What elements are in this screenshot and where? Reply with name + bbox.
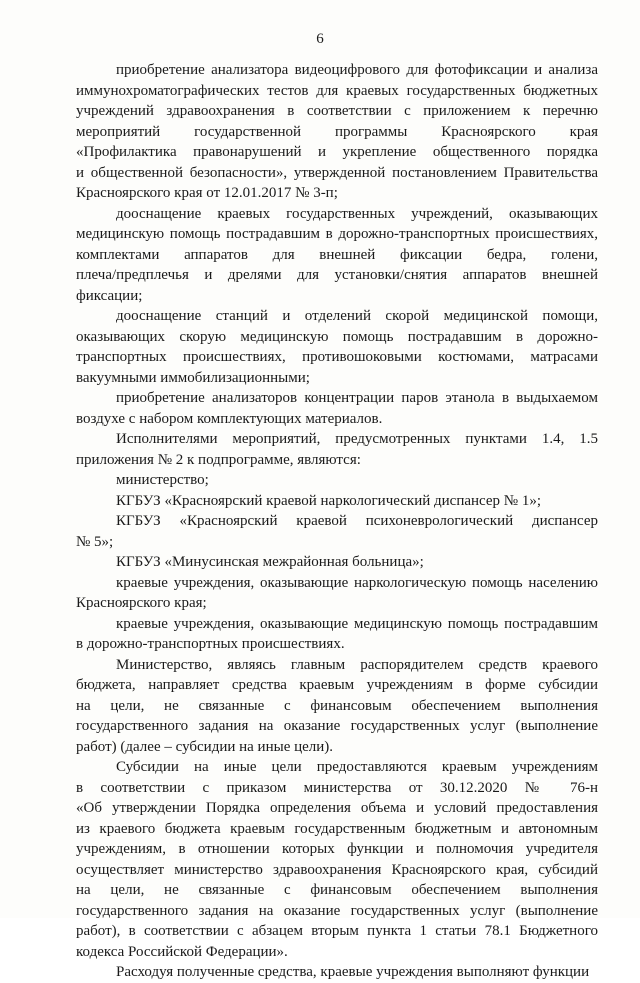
text-line: приложения № 2 к подпрограмме, являются: bbox=[76, 451, 361, 468]
paragraph bbox=[76, 757, 598, 962]
text-line: бюджета, направляет средства краевым учреждениям в форме субсидии bbox=[76, 677, 598, 693]
paragraph bbox=[76, 962, 598, 983]
paragraph bbox=[76, 306, 598, 388]
paragraph bbox=[76, 552, 598, 573]
text-line: кодекса Российской Федерации». bbox=[76, 943, 288, 960]
text-line: плеча/предплечья и дрелями для установки/снятия аппаратов внешней bbox=[76, 267, 598, 283]
text-line: краевые учреждения, оказывающие медицинскую помощь пострадавшим bbox=[116, 615, 598, 632]
text-line: учреждений здравоохранения в соответствии с приложением к перечню bbox=[76, 103, 598, 119]
text-line: Министерство, являясь главным распорядителем средств краевого bbox=[116, 656, 598, 673]
text-line: краевые учреждения, оказывающие наркологическую помощь населению bbox=[116, 574, 598, 591]
text-line: дооснащение краевых государственных учреждений, оказывающих bbox=[116, 205, 598, 222]
text-line: Субсидии на иные цели предоставляются краевым учреждениям bbox=[116, 759, 598, 775]
paragraph bbox=[76, 388, 598, 429]
paragraph bbox=[76, 60, 598, 204]
text-line: работ) (далее – субсидии на иные цели). bbox=[76, 738, 334, 755]
text-line: государственного задания на оказание государственных услуг (выполнение bbox=[76, 902, 598, 919]
text-line: дооснащение станций и отделений скорой медицинской помощи, bbox=[116, 308, 598, 324]
text-line: Красноярского края; bbox=[76, 595, 207, 611]
text-line: мероприятий государственной программы Красноярского края bbox=[76, 123, 598, 140]
text-line: «Профилактика правонарушений и укрепление общественного порядка bbox=[76, 144, 598, 160]
page-number: 6 bbox=[316, 31, 324, 47]
text-line: оказывающих скорую медицинскую помощь пострадавшим в дорожно- bbox=[76, 328, 598, 345]
text-line: в соответствии с приказом министерства от 30.12.2020 № 76-н bbox=[76, 779, 598, 796]
text-line: министерство; bbox=[116, 472, 209, 488]
text-line: воздухе с набором комплектующих материалов. bbox=[76, 410, 383, 427]
text-line: КГБУЗ «Красноярский краевой наркологический диспансер № 1»; bbox=[116, 492, 542, 509]
paragraph bbox=[76, 614, 598, 655]
text-line: транспортных происшествиях, противошоковыми костюмами, матрасами bbox=[76, 349, 598, 365]
text-line: из краевого бюджета краевым государственным бюджетным и автономным bbox=[76, 820, 598, 837]
text-line: приобретение анализаторов концентрации паров этанола в выдыхаемом bbox=[116, 390, 598, 406]
document-body bbox=[76, 60, 598, 983]
paragraph bbox=[76, 655, 598, 758]
text-line: комплектами аппаратов для внешней фиксации бедра, голени, bbox=[76, 246, 598, 263]
paragraph bbox=[76, 429, 598, 470]
text-line: приобретение анализатора видеоцифрового для фотофиксации и анализа bbox=[116, 62, 598, 78]
text-line: осуществляет министерство здравоохранения Красноярского края, субсидий bbox=[76, 861, 598, 878]
paragraph bbox=[76, 511, 598, 552]
text-line: учреждениям, в отношении которых функции и полномочия учредителя bbox=[76, 841, 598, 857]
text-line: «Об утверждении Порядка определения объема и условий предоставления bbox=[76, 800, 598, 816]
text-line: Красноярского края от 12.01.2017 № 3-п; bbox=[76, 185, 338, 201]
text-line: КГБУЗ «Красноярский краевой психоневрологический диспансер bbox=[116, 513, 598, 529]
text-line: иммунохроматографических тестов для краевых государственных бюджетных bbox=[76, 82, 598, 99]
text-line: работ), в соответствии с абзацем вторым пункта 1 статьи 78.1 Бюджетного bbox=[76, 923, 598, 939]
text-line: государственного задания на оказание государственных услуг (выполнение bbox=[76, 718, 598, 734]
paragraph bbox=[76, 204, 598, 307]
text-line: Исполнителями мероприятий, предусмотренных пунктами 1.4, 1.5 bbox=[116, 431, 598, 447]
text-line: на цели, не связанные с финансовым обеспечением выполнения bbox=[76, 882, 598, 898]
paragraph bbox=[76, 491, 598, 512]
text-line: фиксации; bbox=[76, 287, 143, 304]
text-line: медицинскую помощь пострадавшим в дорожно-транспортных происшествиях, bbox=[76, 226, 598, 242]
text-line: на цели, не связанные с финансовым обеспечением выполнения bbox=[76, 697, 598, 714]
text-line: в дорожно-транспортных происшествиях. bbox=[76, 636, 345, 652]
paragraph bbox=[76, 470, 598, 491]
text-line: Расходуя полученные средства, краевые учреждения выполняют функции bbox=[116, 964, 590, 980]
paragraph bbox=[76, 573, 598, 614]
text-line: № 5»; bbox=[76, 533, 114, 550]
text-line: КГБУЗ «Минусинская межрайонная больница»; bbox=[116, 554, 424, 570]
text-line: и общественной безопасности», утвержденной постановлением Правительства bbox=[76, 164, 598, 181]
text-line: вакуумными иммобилизационными; bbox=[76, 369, 310, 386]
